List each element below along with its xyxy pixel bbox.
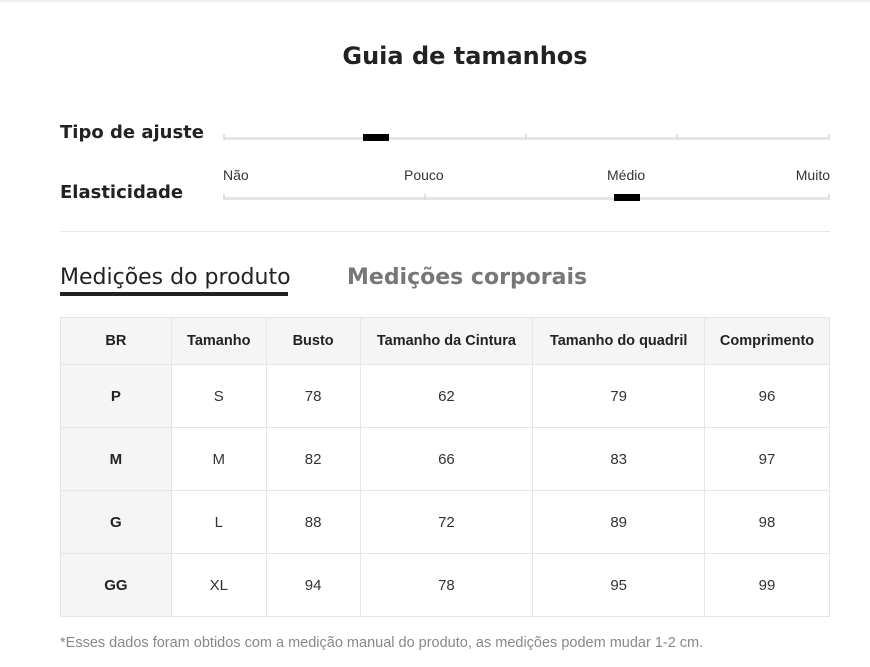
- table-cell: 97: [705, 428, 830, 491]
- table-cell: 98: [705, 491, 830, 554]
- footnote: *Esses dados foram obtidos com a medição manual do produto, as medições podem mudar 1-2 cm.: [60, 635, 704, 651]
- table-cell: 89: [533, 491, 705, 554]
- table-cell: GG: [61, 554, 172, 617]
- table-cell: 78: [360, 554, 533, 617]
- size-table: [60, 317, 830, 617]
- elasticity-level-labels: [223, 167, 830, 185]
- table-cell: 88: [266, 491, 360, 554]
- table-cell: M: [61, 428, 172, 491]
- table-header-row: [61, 318, 830, 365]
- tab-product-measurements[interactable]: Medições do produto: [60, 265, 291, 290]
- fit-type-track: [223, 137, 830, 140]
- table-cell: 72: [360, 491, 533, 554]
- table-row: [61, 554, 830, 617]
- fit-type-scale-labels-clipped: [163, 115, 770, 123]
- table-cell: 66: [360, 428, 533, 491]
- table-cell: L: [171, 491, 266, 554]
- table-cell: 82: [266, 428, 360, 491]
- page-title: Guia de tamanhos: [342, 42, 588, 70]
- column-header: Tamanho da Cintura: [360, 318, 533, 365]
- elasticity-level-high: Muito: [795, 167, 830, 183]
- column-header: BR: [61, 318, 172, 365]
- elasticity-level-low: Pouco: [404, 167, 444, 183]
- table-row: [61, 491, 830, 554]
- elasticity-level-none: Não: [223, 167, 249, 183]
- section-divider: [60, 231, 830, 232]
- table-cell: G: [61, 491, 172, 554]
- table-cell: 62: [360, 365, 533, 428]
- elasticity-label: Elasticidade: [60, 182, 184, 203]
- table-cell: S: [171, 365, 266, 428]
- table-cell: 95: [533, 554, 705, 617]
- table-row: [61, 428, 830, 491]
- elasticity-level-medium: Médio: [607, 167, 646, 183]
- elasticity-track: [223, 197, 830, 200]
- table-cell: XL: [171, 554, 266, 617]
- table-row: [61, 365, 830, 428]
- table-cell: 78: [266, 365, 360, 428]
- column-header: Tamanho do quadril: [533, 318, 705, 365]
- elasticity-marker: [614, 194, 640, 201]
- fit-type-label: Tipo de ajuste: [60, 122, 204, 143]
- table-cell: 96: [705, 365, 830, 428]
- fit-type-marker: [363, 134, 389, 141]
- column-header: Tamanho: [171, 318, 266, 365]
- column-header: Comprimento: [705, 318, 830, 365]
- table-cell: 94: [266, 554, 360, 617]
- table-cell: M: [171, 428, 266, 491]
- tab-body-measurements[interactable]: Medições corporais: [347, 265, 588, 290]
- table-cell: P: [61, 365, 172, 428]
- active-tab-underline: [60, 292, 288, 296]
- table-cell: 99: [705, 554, 830, 617]
- table-cell: 79: [533, 365, 705, 428]
- top-rule: [0, 0, 870, 2]
- column-header: Busto: [266, 318, 360, 365]
- table-cell: 83: [533, 428, 705, 491]
